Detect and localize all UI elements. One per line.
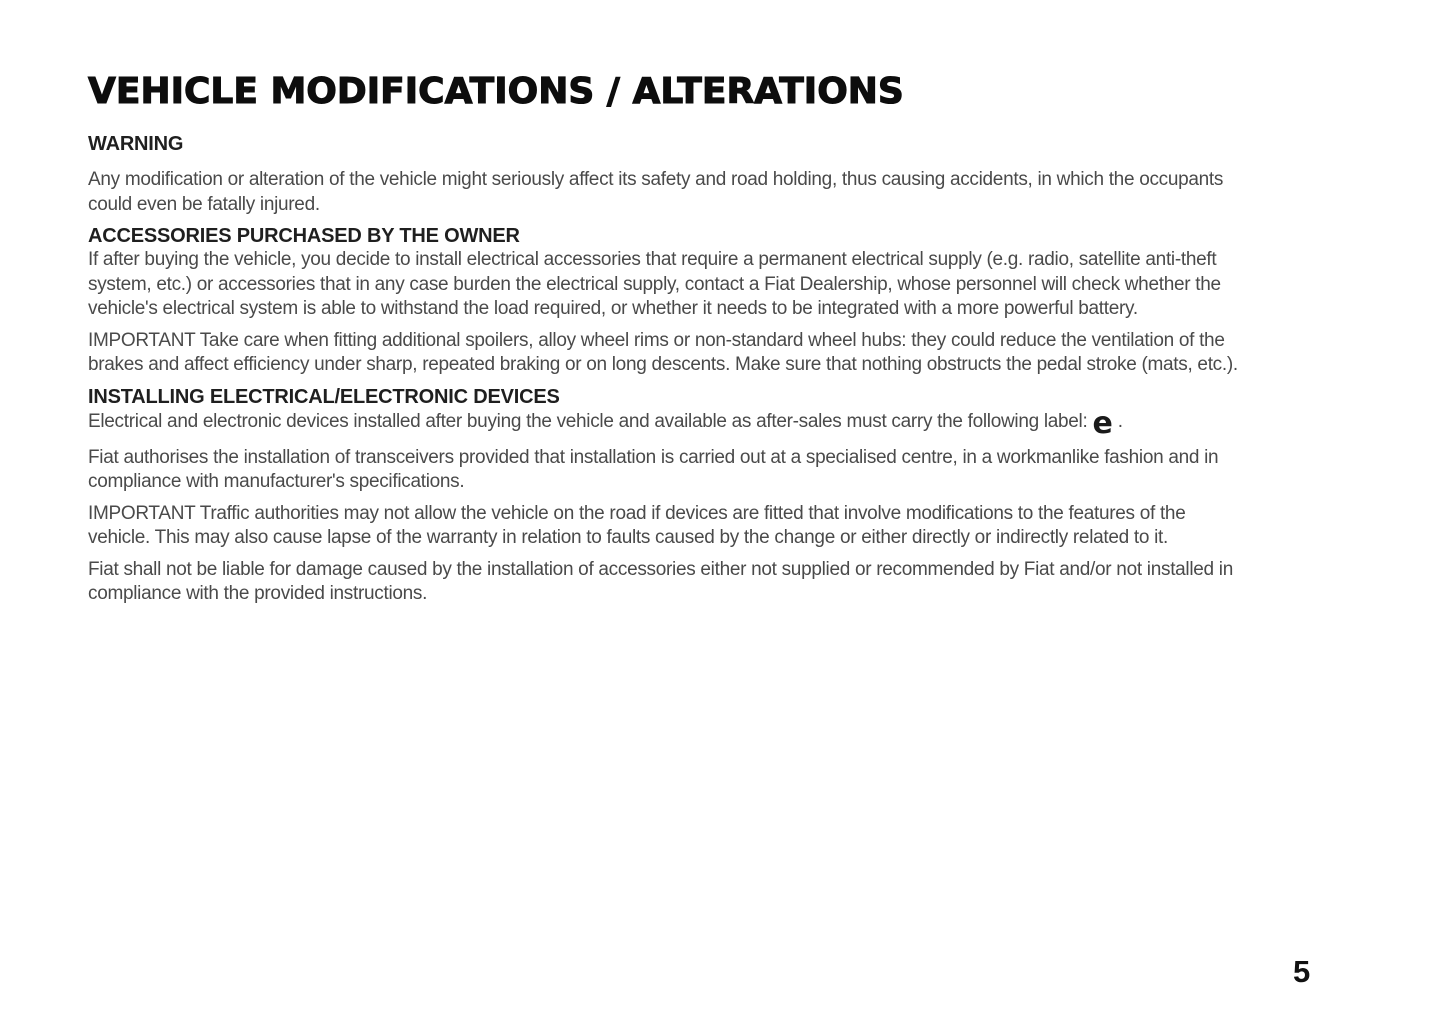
installing-heading: INSTALLING ELECTRICAL/ELECTRONIC DEVICES xyxy=(88,385,560,408)
page-content xyxy=(88,71,1243,614)
warning-paragraph: Any modification or alteration of the vehicle might seriously affect its safety and road holding, thus causing accidents, in which the occupants could even be fatally injured. xyxy=(88,169,1224,215)
installing-important-paragraph: IMPORTANT Traffic authorities may not allow the vehicle on the road if devices are fitted that involve modifications to the features of the vehicle. This may also cause lapse of the warranty in relation to faults caused by the change or either directly or indirectly related to it. xyxy=(88,502,1186,548)
page-title: VEHICLE MODIFICATIONS / ALTERATIONS xyxy=(88,71,904,112)
warning-heading: WARNING xyxy=(88,133,184,155)
label-paragraph xyxy=(88,405,1243,441)
label-paragraph-period: . xyxy=(1112,410,1123,432)
page-number: 5 xyxy=(1293,954,1311,989)
label-paragraph-text: Electrical and electronic devices installed after buying the vehicle and available as after-sales must carry the following label: xyxy=(88,410,1093,432)
transceivers-paragraph: Fiat authorises the installation of transceivers provided that installation is carried out at a specialised centre, in a workmanlike fashion and in compliance with manufacturer's specifications. xyxy=(88,446,1219,492)
accessories-important-paragraph: IMPORTANT Take care when fitting additional spoilers, alloy wheel rims or non-standard wheel hubs: they could reduce the ventilation of the brakes and affect efficiency under sharp, repeated braking or on long descents. Make sure that nothing obstructs the pedal stroke (mats, etc.). xyxy=(88,329,1238,375)
e-type-approval-mark: e xyxy=(1092,405,1113,441)
accessories-paragraph: If after buying the vehicle, you decide to install electrical accessories that require a permanent electrical supply (e.g. radio, satellite anti-theft system, etc.) or accessories that in any case burden the electrical supply, contact a Fiat Dealership, whose personnel will check whether the vehicle's electrical system is able to withstand the load required, or whether it needs to be integrated with a more powerful battery. xyxy=(88,249,1221,319)
liability-paragraph: Fiat shall not be liable for damage caused by the installation of accessories either not supplied or recommended by Fiat and/or not installed in compliance with the provided instructions. xyxy=(88,558,1233,604)
accessories-heading: ACCESSORIES PURCHASED BY THE OWNER xyxy=(88,225,520,247)
